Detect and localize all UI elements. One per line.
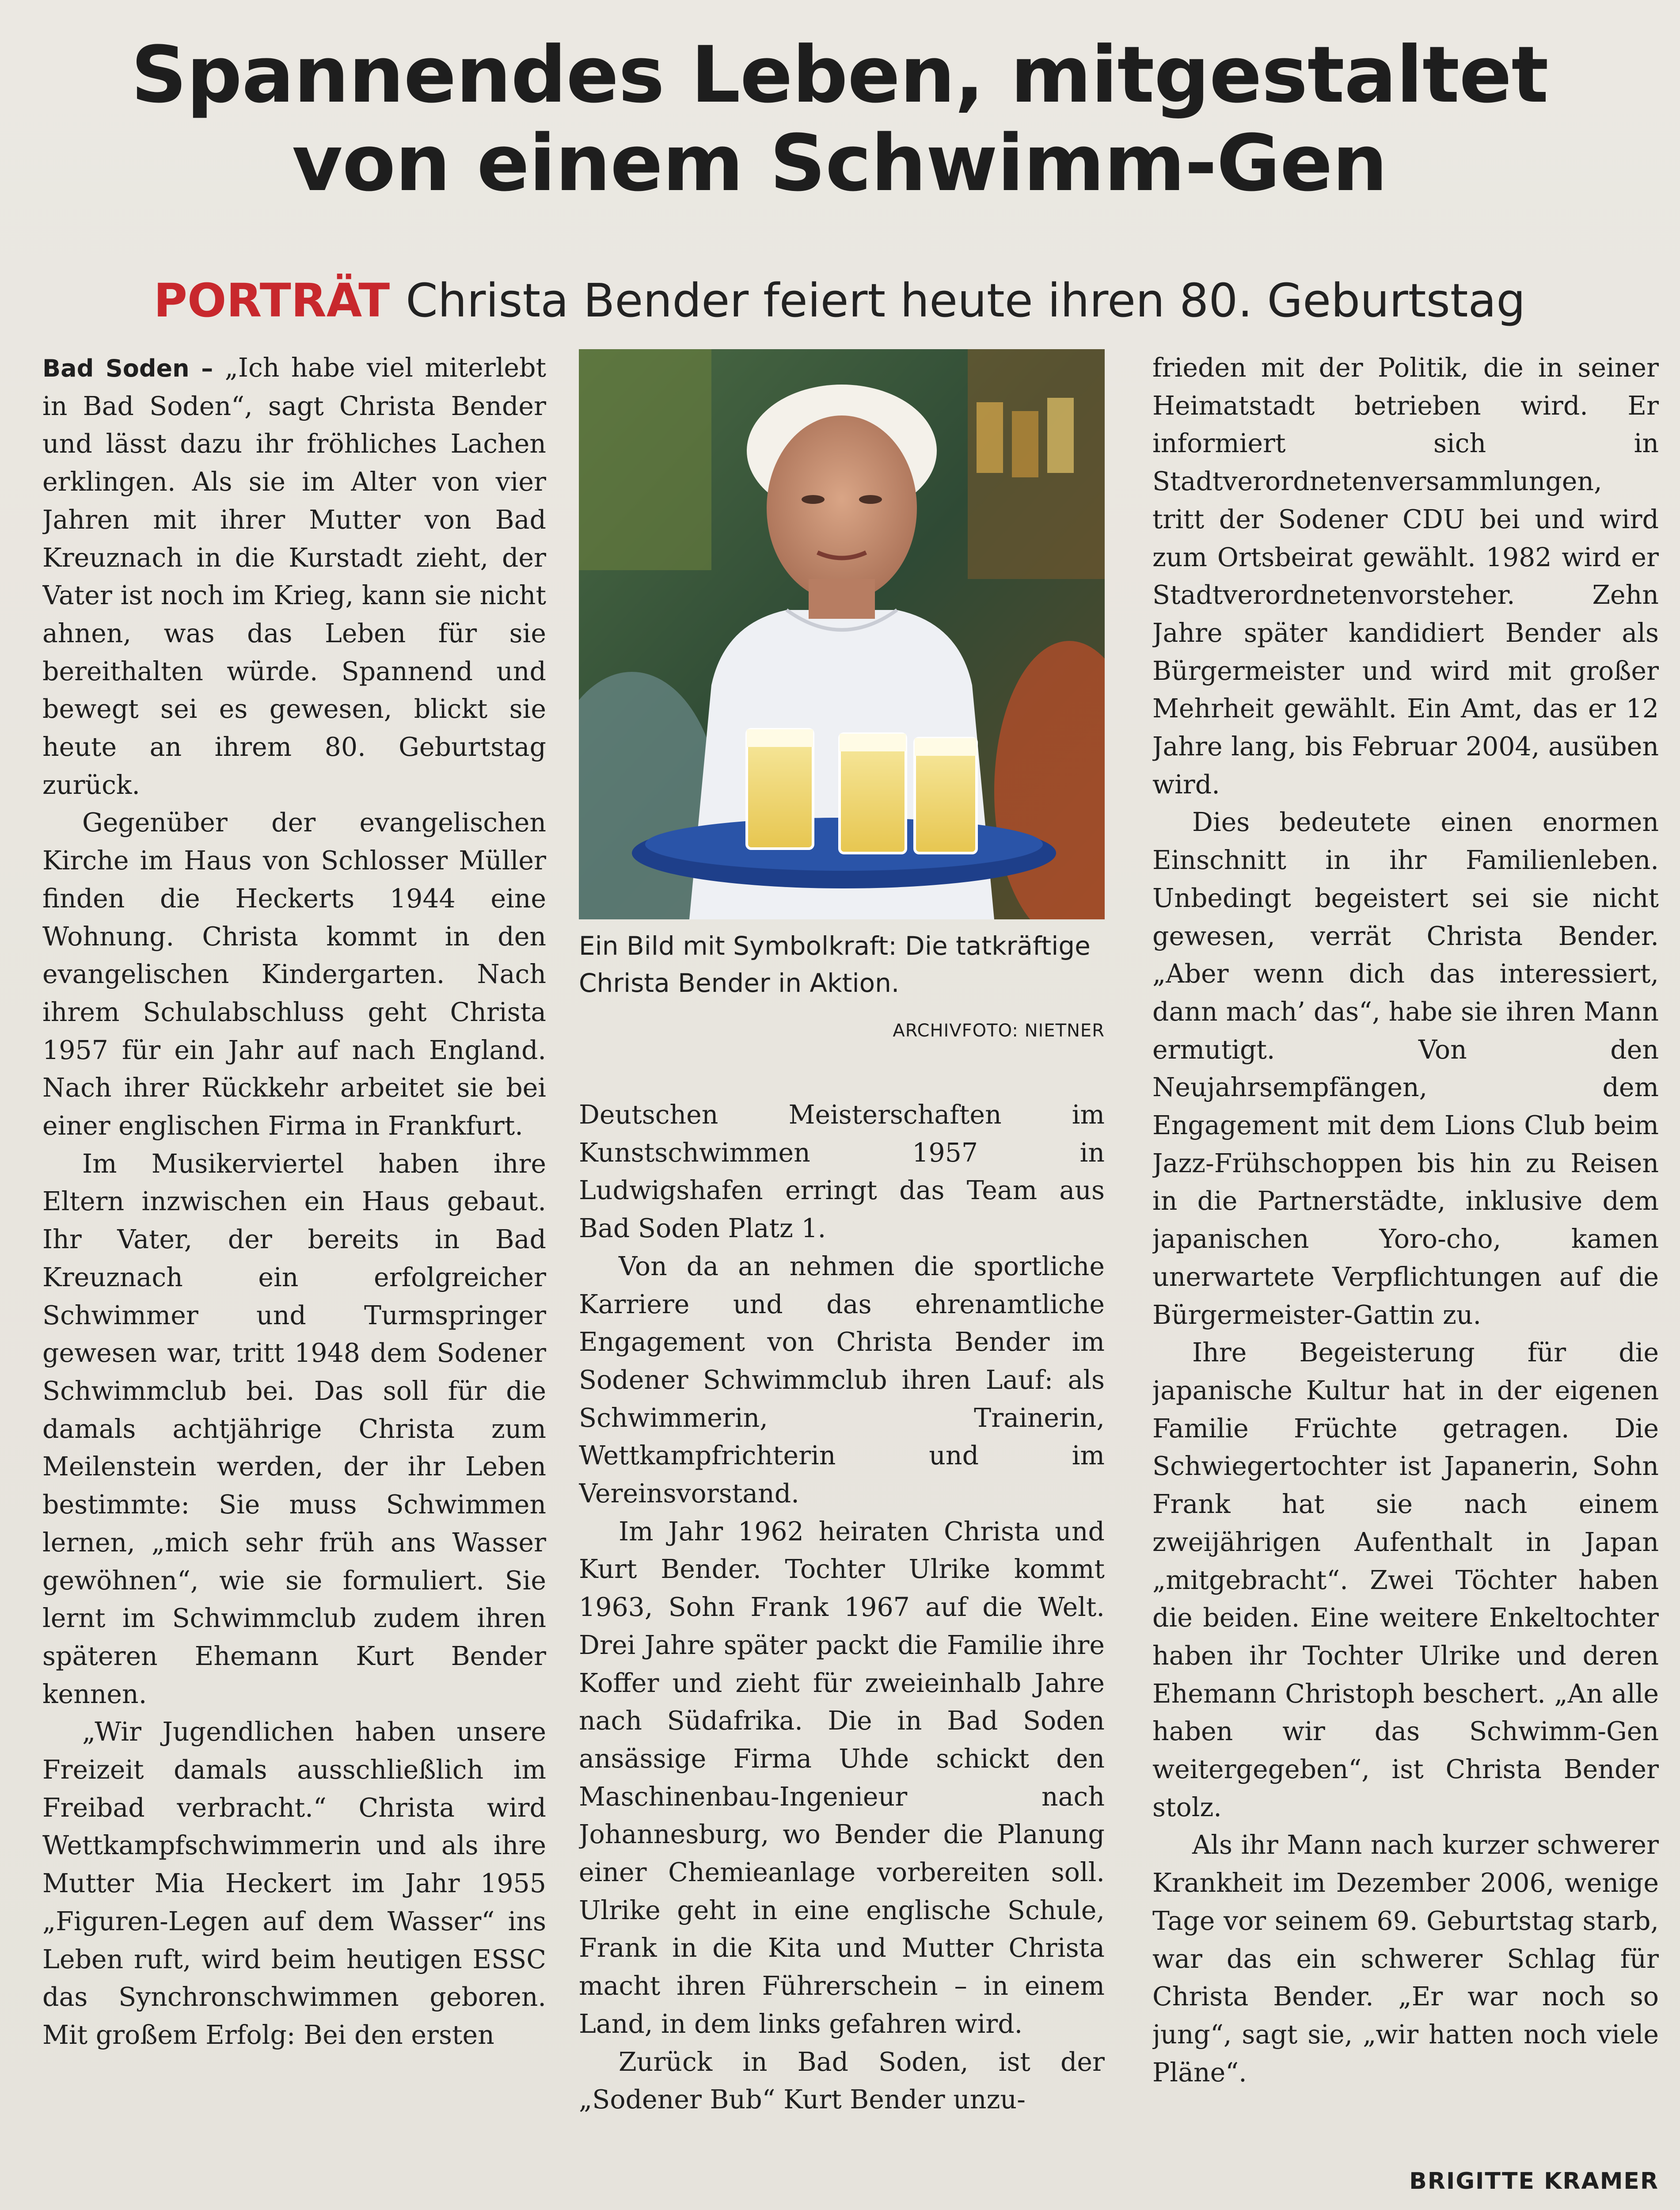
paragraph: Dies bedeutete einen enormen Einschnitt in ihr Familienleben. Unbedingt begeistert sei sie nicht gewesen, verrät Christa Bender. „Aber wenn dich das interessiert, dann mach’ das“, habe sie ihren Mann ermutigt. Von den Neujahrsempfängen, dem Engagement mit dem Lions Club beim Jazz-Frühschoppen bis hin zu Reisen in die Partnerstädte, inklusive dem japanischen Yoro-cho, kamen unerwartete Verpflichtungen auf die Bürgermeister-Gattin zu. [1152, 807, 1659, 1330]
paragraph: Zurück in Bad Soden, ist der „Sodener Bub“ Kurt Bender unzu- [579, 2046, 1105, 2115]
paragraph: Im Jahr 1962 heiraten Christa und Kurt Bender. Tochter Ulrike kommt 1963, Sohn Frank 1967 auf die Welt. Drei Jahre später packt die Familie ihre Koffer und zieht für zweieinhalb Jahre nach Südafrika. Die in Bad Soden ansässige Firma Uhde schickt den Maschinenbau-Ingenieur nach Johannesburg, wo Bender die Planung einer Chemieanlage vorbereiten soll. Ulrike geht in eine englische Schule, Frank in die Kita und Mutter Christa macht ihren Führerschein – in einem Land, in dem links gefahren wird. [579, 1516, 1105, 2039]
kicker-label: PORTRÄT [153, 274, 390, 328]
headline-line-2: von einem Schwimm-Gen [292, 118, 1387, 209]
paragraph: Ihre Begeisterung für die japanische Kultur hat in der eigenen Familie Früchte getragen. Die Schwiegertochter ist Japanerin, Sohn Frank hat sie nach einem zweijährigen Aufenthalt in Japan „mitgebracht“. Zwei Töchter haben die beiden. Eine weitere Enkeltochter haben ihr Tochter Ulrike und deren Ehemann Christoph beschert. „An alle haben wir das Schwimm-Gen weitergegeben“, ist Christa Bender stolz. [1152, 1337, 1659, 1822]
paragraph: Als ihr Mann nach kurzer schwerer Krankheit im Dezember 2006, wenige Tage vor seinem 69. Geburtstag starb, war das ein schwerer Schlag für Christa Bender. „Er war noch so jung“, sagt sie, „wir hatten noch viele Pläne“. [1152, 1830, 1659, 2088]
article-column-3 [1152, 349, 1659, 2197]
paragraph [42, 349, 546, 804]
subheadline [44, 272, 1635, 329]
photo-caption [579, 927, 1105, 1041]
headline [44, 31, 1635, 208]
headline-line-1: Spannendes Leben, mitgestaltet [131, 30, 1548, 120]
paragraph: Von da an nehmen die sportliche Karriere und das ehrenamtliche Engagement von Christa Bender im Sodener Schwimmclub ihren Lauf: als Schwimmerin, Trainerin, Wettkampfrichterin und im Vereinsvorstand. [579, 1251, 1105, 1509]
paragraph: Gegenüber der evangelischen Kirche im Haus von Schlosser Müller finden die Heckerts 1944 eine Wohnung. Christa kommt in den evangelischen Kindergarten. Nach ihrem Schulabschluss geht Christa 1957 für ein Jahr auf nach England. Nach ihrer Rückkehr arbeitet sie bei einer englischen Firma in Frankfurt. [42, 808, 546, 1141]
paragraph: Deutschen Meisterschaften im Kunstschwimmen 1957 in Ludwigshafen erringt das Team aus Bad Soden Platz 1. [579, 1100, 1105, 1244]
article-column-1 [42, 349, 546, 2197]
dek-text: Christa Bender feiert heute ihren 80. Geburtstag [406, 274, 1526, 328]
paragraph: „Wir Jugendlichen haben unsere Freizeit damals ausschließlich im Freibad verbracht.“ Christa wird Wettkampfschwimmerin und als ihre Mutter Mia Heckert im Jahr 1955 „Figuren-Legen auf dem Wasser“ ins Leben ruft, wird beim heutigen ESSC das Synchronschwimmen geboren. Mit großem Erfolg: Bei den ersten [42, 1717, 546, 2050]
dateline: Bad Soden – [42, 354, 213, 382]
paragraph: Im Musikerviertel haben ihre Eltern inzwischen ein Haus gebaut. Ihr Vater, der bereits in Bad Kreuznach ein erfolgreicher Schwimmer und Turmspringer gewesen war, tritt 1948 dem Sodener Schwimmclub bei. Das soll für die damals achtjährige Christa zum Meilenstein werden, der ihr Leben bestimmte: Sie muss Schwimmen lernen, „mich sehr früh ans Wasser gewöhnen“, wie sie formuliert. Sie lernt im Schwimmclub zudem ihren späteren Ehemann Kurt Bender kennen. [42, 1148, 546, 1709]
paragraph: frieden mit der Politik, die in seiner Heimatstadt betrieben wird. Er informiert sich in Stadtverordnetenversammlungen, tritt der Sodener CDU bei und wird zum Ortsbeirat gewählt. 1982 wird er Stadtverordnetenvorsteher. Zehn Jahre später kandidiert Bender als Bürgermeister und wird mit großer Mehrheit gewählt. Ein Amt, das er 12 Jahre lang, bis Februar 2004, ausüben wird. [1152, 353, 1659, 800]
article-photo [579, 349, 1105, 919]
photo-caption-text: Ein Bild mit Symbolkraft: Die tatkräftige Christa Bender in Aktion. [579, 931, 1091, 998]
article-column-2 [579, 349, 1105, 2115]
paragraph-text: „Ich habe viel miterlebt in Bad Soden“, sagt Christa Bender und lässt dazu ihr fröhliches Lachen erklingen. Als sie im Alter von vier Jahren mit ihrer Mutter von Bad Kreuznach in die Kurstadt zieht, der Vater ist noch im Krieg, kann sie nicht ahnen, was das Leben für sie bereithalten würde. Spannend und bewegt sei es gewesen, blickt sie heute an ihrem 80. Geburtstag zurück. [42, 353, 546, 800]
photo-credit: ARCHIVFOTO: NIETNER [893, 1021, 1105, 1041]
column-2-body [579, 1096, 1105, 2197]
author-byline: BRIGITTE KRAMER [1409, 2168, 1659, 2195]
photo-woman-with-tray-illustration [579, 349, 1105, 919]
